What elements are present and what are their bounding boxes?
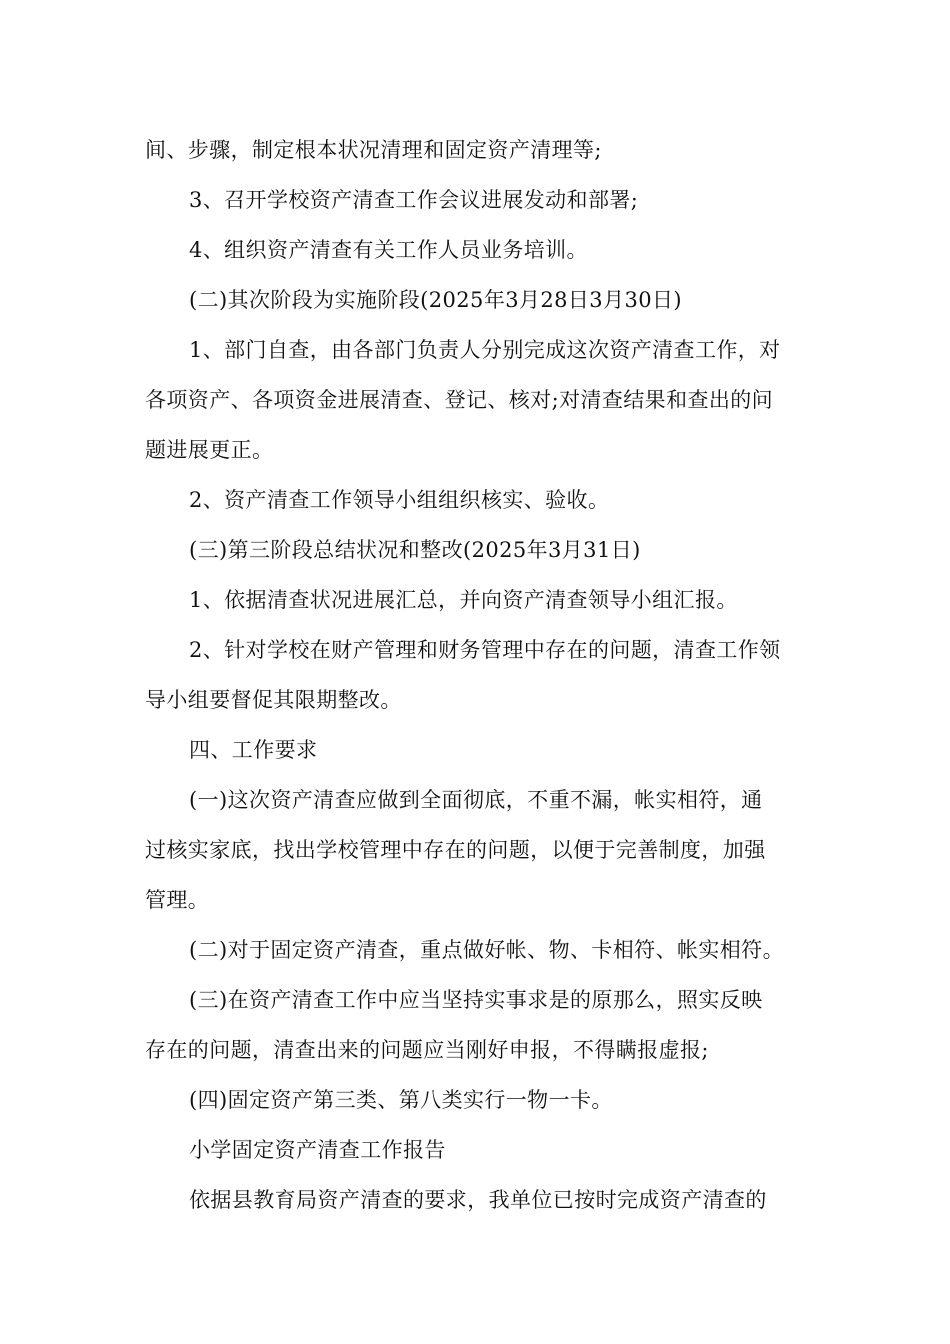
text-line: 4、组织资产清查有关工作人员业务培训。 (189, 238, 588, 262)
text-line: 各项资产、各项资金进展清查、登记、核对;对清查结果和查出的问 (145, 388, 774, 412)
text-line: 间、步骤，制定根本状况清理和固定资产清理等; (145, 138, 602, 162)
text-line: (四)固定资产第三类、第八类实行一物一卡。 (189, 1088, 613, 1112)
text-line: (一)这次资产清查应做到全面彻底，不重不漏，帐实相符，通 (189, 788, 763, 812)
text-line: 存在的问题，清查出来的问题应当刚好申报，不得瞒报虚报; (145, 1038, 709, 1062)
text-line: 2、资产清查工作领导小组组织核实、验收。 (189, 488, 610, 512)
text-line: (二)对于固定资产清查，重点做好帐、物、卡相符、帐实相符。 (189, 938, 784, 962)
text-line: (三)在资产清查工作中应当坚持实事求是的原那么，照实反映 (189, 988, 763, 1012)
text-line: 1、部门自查，由各部门负责人分别完成这次资产清查工作，对 (189, 338, 781, 362)
section-heading: 四、工作要求 (189, 738, 318, 762)
section-heading: (三)第三阶段总结状况和整改(2025年3月31日) (189, 538, 641, 562)
text-line: 依据县教育局资产清查的要求，我单位已按时完成资产清查的 (189, 1188, 767, 1212)
text-line: 3、召开学校资产清查工作会议进展发动和部署; (189, 188, 639, 212)
text-line: 题进展更正。 (145, 438, 274, 462)
section-heading: (二)其次阶段为实施阶段(2025年3月28日3月30日) (189, 288, 682, 312)
text-line: 导小组要督促其限期整改。 (145, 688, 402, 712)
text-line: 过核实家底，找出学校管理中存在的问题，以便于完善制度，加强 (145, 838, 766, 862)
report-title: 小学固定资产清查工作报告 (189, 1138, 446, 1162)
text-line: 2、针对学校在财产管理和财务管理中存在的问题，清查工作领 (189, 638, 781, 662)
text-line: 管理。 (145, 888, 210, 912)
text-line: 1、依据清查状况进展汇总，并向资产清查领导小组汇报。 (189, 588, 738, 612)
